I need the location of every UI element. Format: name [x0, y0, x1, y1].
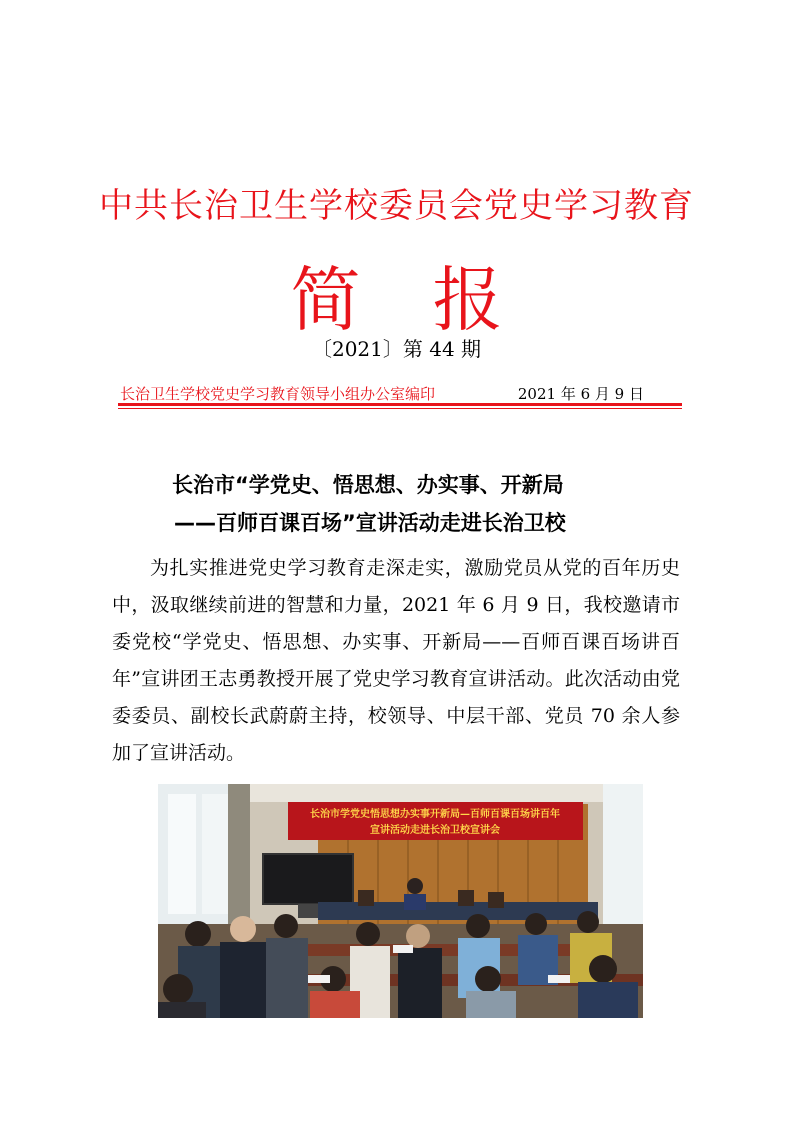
banner-text-2: 宣讲活动走进长治卫校宣讲会 [370, 825, 500, 836]
header-rule-thin [118, 408, 682, 409]
banner-text-1: 长治市学党史悟思想办实事开新局—百师百课百场讲百年 [310, 809, 560, 820]
headline-line-2: ——百师百课百场”宣讲活动走进长治卫校 [174, 511, 566, 535]
event-photo-illustration [158, 784, 643, 1018]
headline-line-1: 长治市“学党史、悟思想、办实事、开新局 [172, 473, 564, 497]
event-photo [158, 784, 643, 1018]
org-title: 中共长治卫生学校委员会党史学习教育 [99, 186, 694, 226]
article-paragraph: 为扎实推进党史学习教育走深走实，激励党员从党的百年历史中，汲取继续前进的智慧和力量，2021 年 6 月 9 日，我校邀请市委党校“学党史、悟思想、办实事、开新局——百师百课百场讲百年”宣讲团王志勇教授开展了党史学习教育宣讲活动。此次活动由党委委员、副校长武蔚蔚主持，校领导、中层干部、党员 70 余人参加了宣讲活动。 [112, 557, 680, 764]
publisher-line [120, 383, 680, 403]
header-rule-thick [118, 403, 682, 406]
publish-date: 2021 年 6 月 9 日 [517, 385, 644, 403]
brief-title: 简报 [290, 259, 575, 341]
issue-number: 〔2021〕第 44 期 [311, 337, 482, 361]
article-headline [100, 466, 700, 542]
publisher: 长治卫生学校党史学习教育领导小组办公室编印 [120, 385, 436, 403]
